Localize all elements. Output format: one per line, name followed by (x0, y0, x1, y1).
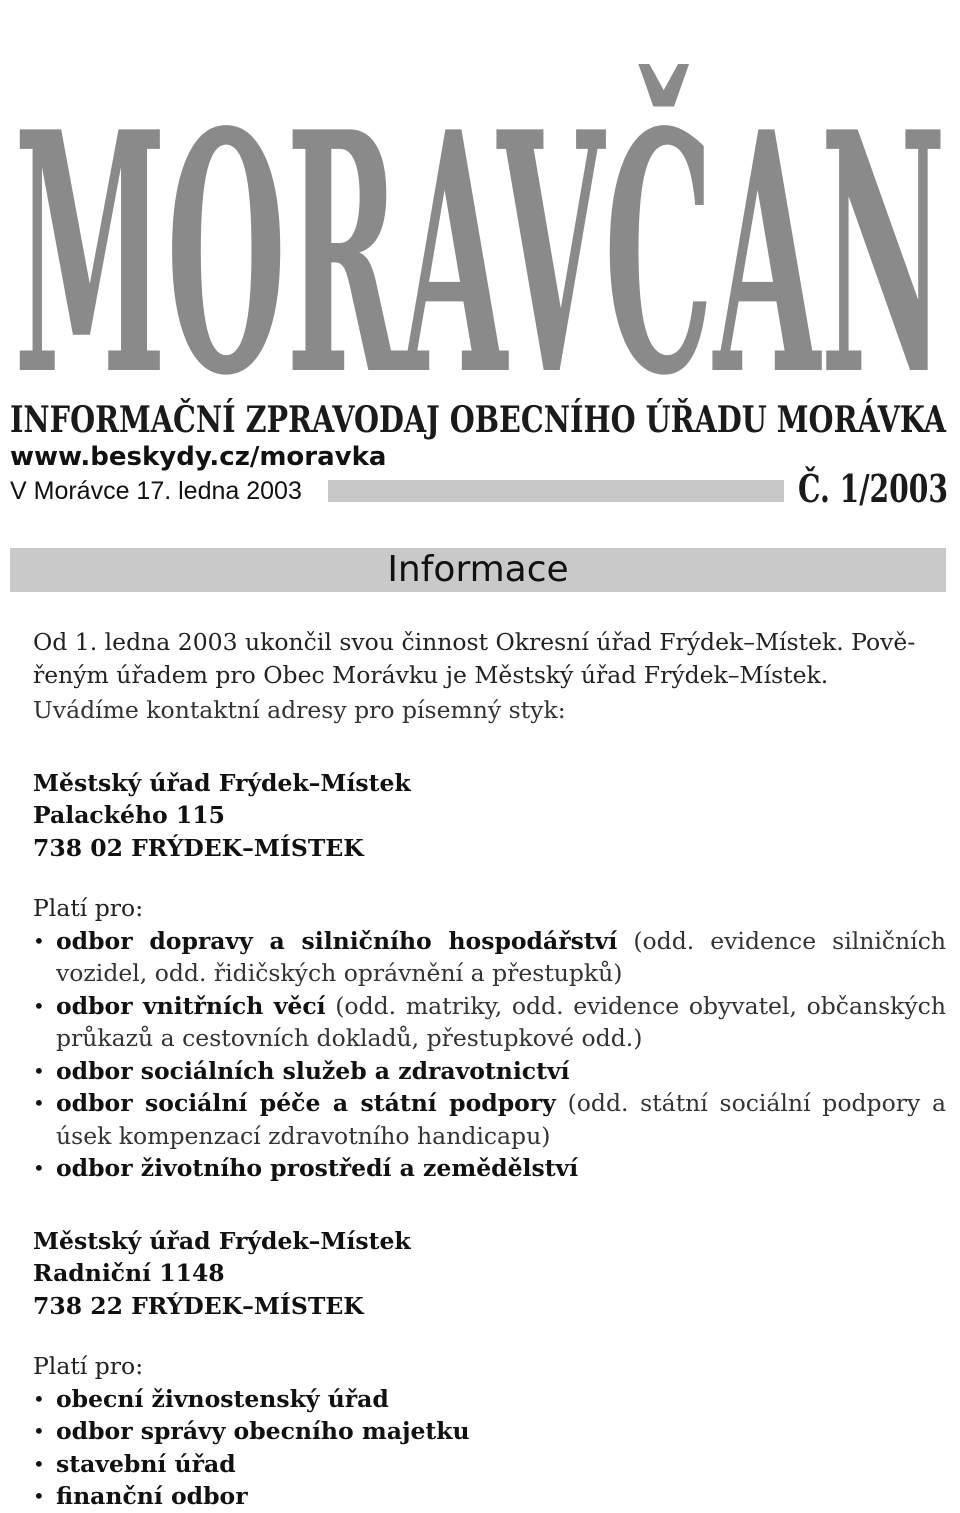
list-item (33, 1383, 946, 1416)
masthead-subtitle (10, 392, 950, 444)
list-item (33, 1152, 946, 1185)
list-item (33, 990, 946, 1055)
department-detail: (odd. matriky, odd. evidence obyvatel, občanských průkazů a cestovních dokladů, přestupkové odd.) (56, 991, 946, 1052)
office-2-name: Městský úřad Frýdek–Místek (33, 1226, 411, 1255)
masthead-title: MORAVČAN (14, 60, 946, 386)
bullet-icon: • (33, 1484, 45, 1508)
header-divider-bar (328, 480, 784, 502)
department-title: odbor vnitřních věcí (56, 991, 326, 1020)
office-1-name: Městský úřad Frýdek–Místek (33, 768, 411, 797)
office-1-city: 738 02 FRÝDEK–MÍSTEK (33, 833, 364, 862)
department-title: obecní živnostenský úřad (56, 1384, 389, 1413)
masthead-logo (8, 6, 952, 386)
department-title: stavební úřad (56, 1449, 236, 1478)
section-title: Informace (387, 549, 569, 590)
list-item (33, 1480, 946, 1513)
intro-line-2: řeným úřadem pro Obec Morávku je Městský úřad Frýdek–Místek. (33, 660, 829, 689)
office-2-city: 738 22 FRÝDEK–MÍSTEK (33, 1291, 364, 1320)
department-title: odbor sociální péče a státní podpory (56, 1089, 556, 1117)
list-item (33, 1415, 946, 1448)
department-detail: (odd. státní sociální podpory a úsek kompenzací zdravotního handicapu) (56, 1089, 946, 1150)
list-item (33, 925, 946, 990)
bullet-icon: • (33, 1091, 45, 1115)
department-detail: (odd. evidence silničních vozidel, odd. řidičských oprávnění a přestupků) (56, 926, 946, 987)
bullet-icon: • (33, 1451, 45, 1476)
office-2-departments (33, 1383, 946, 1513)
bullet-icon: • (33, 993, 45, 1018)
issue-date: V Morávce 17. ledna 2003 (10, 477, 302, 505)
website-link[interactable]: www.beskydy.cz/moravka (10, 442, 387, 472)
bullet-icon: • (33, 1156, 45, 1180)
department-title: odbor sociálních služeb a zdravotnictví (56, 1056, 570, 1085)
list-item (33, 1055, 946, 1088)
issue-number (788, 464, 952, 508)
intro-line-1: Od 1. ledna 2003 ukončil svou činnost Okresní úřad Frýdek–Místek. Pově- (33, 628, 916, 656)
department-title: finanční odbor (56, 1482, 248, 1510)
bullet-icon: • (33, 1058, 45, 1083)
article-body (33, 626, 946, 1513)
office-1-applies-label: Platí pro: (33, 894, 144, 922)
department-title: odbor životního prostředí a zemědělství (56, 1154, 579, 1182)
issue-number-text: Č. 1/2003 (798, 466, 948, 508)
office-2-applies-label: Platí pro: (33, 1352, 144, 1380)
subtitle-text: INFORMAČNÍ ZPRAVODAJ OBECNÍHO ÚŘADU MORÁVKA (10, 399, 947, 441)
office-1-departments (33, 925, 946, 1185)
list-item (33, 1087, 946, 1152)
bullet-icon: • (33, 1386, 45, 1411)
department-title: odbor správy obecního majetku (56, 1417, 470, 1445)
office-2-street: Radniční 1148 (33, 1259, 225, 1287)
bullet-icon: • (33, 1419, 45, 1443)
bullet-icon: • (33, 928, 45, 953)
list-item (33, 1448, 946, 1481)
department-title: odbor dopravy a silničního hospodářství (56, 926, 618, 955)
office-1-street: Palackého 115 (33, 801, 225, 829)
intro-lead: Uvádíme kontaktní adresy pro písemný styk: (33, 696, 566, 724)
